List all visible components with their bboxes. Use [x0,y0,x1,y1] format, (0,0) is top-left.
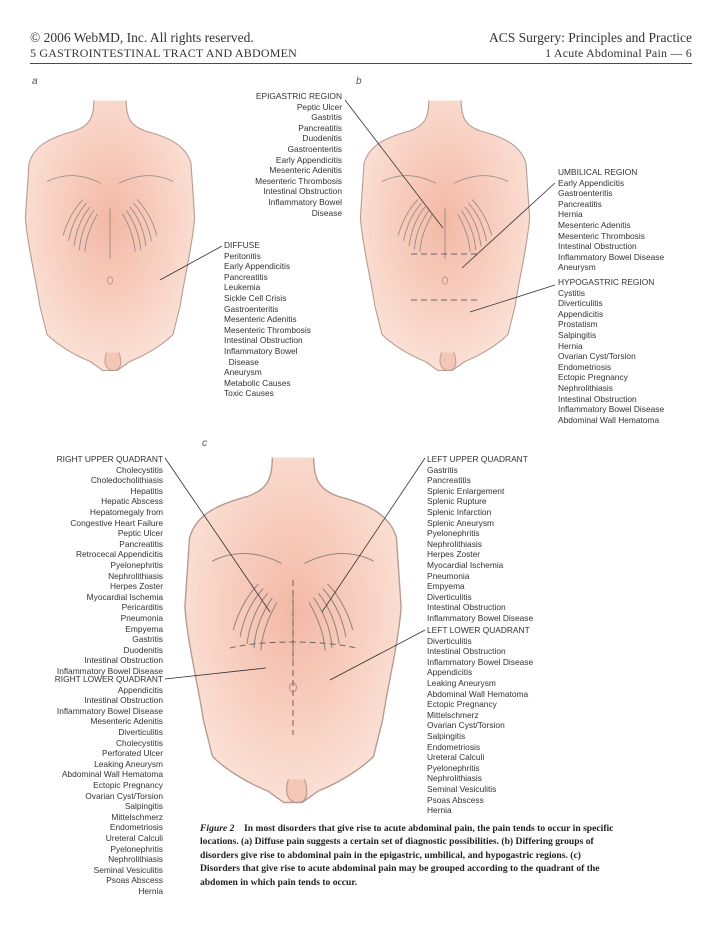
epigastric-heading: EPIGASTRIC REGION [255,91,342,101]
list-item: Salpingitis [427,730,466,741]
list-item: Duodenitis [123,644,163,655]
list-item: Gastritis [311,112,342,123]
list-item: Cholecystitis [115,737,163,748]
list-item: Mesenteric Adenitis [269,165,342,176]
list-item: Pancreatitis [427,475,471,486]
caption-text: In most disorders that give rise to acute abdominal pain, the pain tends to occur in specific locations. (a) Diffuse pain suggests a certain set of diagnostic possibilities. (b) Differing groups of disorders give rise to abdominal pain in the epigastric, umbilical, and hypogastric regions. (c) Disorders that give rise to acute abdominal pain may be grouped according to the quadrant of the abdomen in which pain tends to occur. [200,823,614,888]
list-item: Gastroenteritis [558,188,613,199]
diffuse-list [224,240,311,399]
list-item: Mesenteric Thrombosis [558,230,645,241]
luq-list [427,454,533,624]
list-item: Metabolic Causes [224,377,291,388]
list-item: Inflammatory Bowel [268,196,342,207]
list-item: Hepatic Abscess [101,496,163,507]
list-item: Nephrolithiasis [427,773,482,784]
list-item: Abdominal Wall Hematoma [61,769,163,780]
list-item: Early Appendicitis [275,154,342,165]
list-item: Seminal Vesiculitis [93,864,163,875]
list-item: Psoas Abscess [106,875,163,886]
copyright-text: © 2006 WebMD, Inc. All rights reserved. [30,30,254,45]
list-item: Diverticulitis [118,726,163,737]
list-item: Intestinal Obstruction [263,186,342,197]
list-item: Nephrolithiasis [108,854,163,865]
list-item: Sickle Cell Crisis [224,292,287,303]
list-item: Mesenteric Adenitis [558,219,631,230]
list-item: Appendicitis [558,308,604,319]
list-item: Empyema [427,581,465,592]
list-item: Cholecystitis [115,464,163,475]
list-item: Choledocholithiasis [90,475,163,486]
list-item: Mesenteric Adenitis [90,716,163,727]
ruq-heading: RIGHT UPPER QUADRANT [56,454,163,464]
list-item: Intestinal Obstruction [558,393,637,404]
list-item: Endometriosis [427,741,481,752]
list-item: Mittelschmerz [427,709,479,720]
llq-list [427,625,533,816]
list-item: Ureteral Calculi [427,752,485,763]
figure-label: Figure 2 [200,823,235,834]
list-item: Ectopic Pregnancy [93,779,163,790]
hypogastric-heading: HYPOGASTRIC REGION [558,277,655,287]
list-item: Inflammatory Bowel Disease [427,656,534,667]
list-item: Prostatism [558,319,598,330]
list-item: Nephrolithiasis [558,382,613,393]
list-item: Gastroenteritis [287,143,342,154]
list-item: Aneurysm [558,262,596,273]
ruq-list [57,454,163,676]
list-item: Empyema [125,623,163,634]
section-title: 5 GASTROINTESTINAL TRACT AND ABDOMEN [30,46,297,60]
list-item: Peptic Ulcer [117,528,163,539]
list-item: Mesenteric Thrombosis [255,175,342,186]
list-item: Appendicitis [427,667,473,678]
diffuse-heading: DIFFUSE [224,240,260,250]
figure-caption [200,822,620,889]
umbilical-heading: UMBILICAL REGION [558,167,638,177]
list-item: Inflammatory Bowel [224,345,298,356]
list-item: Ectopic Pregnancy [558,372,628,383]
list-item: Nephrolithiasis [108,570,163,581]
list-item: Peritonitis [224,250,261,261]
list-item: Retrocecal Appendicitis [75,549,163,560]
list-item: Ovarian Cyst/Torsion [427,720,505,731]
list-item: Intestinal Obstruction [224,335,303,346]
list-item: Seminal Vesiculitis [427,783,497,794]
list-item: Pyelonephritis [110,843,163,854]
list-item: Cystitis [558,287,585,298]
list-item: Intestinal Obstruction [84,695,163,706]
list-item: Hernia [427,805,452,816]
list-item: Disease [311,207,342,218]
list-item: Duodenitis [302,133,342,144]
list-item: Pyelonephritis [427,762,480,773]
list-item: Inflammatory Bowel Disease [558,251,665,262]
list-item: Pyelonephritis [110,559,163,570]
list-item: Gastroenteritis [224,303,279,314]
list-item: Ureteral Calculi [105,832,163,843]
list-item: Pancreatitis [558,198,602,209]
list-item: Pericarditis [121,602,163,613]
panel-c-letter: c [202,438,207,449]
list-item: Disease [224,356,259,367]
list-item: Intestinal Obstruction [84,655,163,666]
list-item: Intestinal Obstruction [558,241,637,252]
list-item: Leaking Aneurysm [94,758,163,769]
list-item: Inflammatory Bowel Disease [558,404,665,415]
list-item: Pancreatitis [224,271,268,282]
list-item: Gastritis [132,634,163,645]
list-item: Mesenteric Adenitis [224,314,297,325]
list-item: Ectopic Pregnancy [427,699,497,710]
list-item: Inflammatory Bowel Disease [56,665,163,676]
list-item: Splenic Aneurysm [427,517,495,528]
list-item: Early Appendicitis [224,261,291,272]
list-item: Hepatitis [130,485,163,496]
list-item: Diverticulitis [558,298,603,309]
list-item: Splenic Enlargement [427,485,505,496]
list-item: Leaking Aneurysm [427,677,496,688]
list-item: Ovarian Cyst/Torsion [85,790,163,801]
list-item: Herpes Zoster [109,581,163,592]
list-item: Pneumonia [427,570,470,581]
list-item: Salpingitis [124,801,163,812]
llq-heading: LEFT LOWER QUADRANT [427,625,530,635]
list-item: Pancreatitis [298,122,342,133]
rlq-heading: RIGHT LOWER QUADRANT [54,674,163,684]
list-item: Ovarian Cyst/Torsion [558,351,636,362]
list-item: Pancreatitis [119,538,163,549]
list-item: Inflammatory Bowel Disease [56,705,163,716]
list-item: Hernia [138,885,163,896]
list-item: Pyelonephritis [427,528,480,539]
list-item: Mittelschmerz [111,811,163,822]
list-item: Abdominal Wall Hematoma [427,688,529,699]
list-item: Congestive Heart Failure [70,517,163,528]
rlq-list [55,674,163,896]
list-item: Splenic Infarction [427,506,492,517]
chapter-title: 1 Acute Abdominal Pain — 6 [545,46,692,60]
list-item: Endometriosis [109,822,163,833]
list-item: Endometriosis [558,361,612,372]
list-item: Myocardial Ischemia [86,591,163,602]
list-item: Pneumonia [120,612,163,623]
list-item: Early Appendicitis [558,177,625,188]
list-item: Herpes Zoster [427,549,481,560]
book-title: ACS Surgery: Principles and Practice [489,30,692,45]
list-item: Inflammatory Bowel Disease [427,612,534,623]
panel-b-letter: b [356,76,362,87]
umbilical-list [558,167,664,273]
list-item: Abdominal Wall Hematoma [558,414,660,425]
list-item: Hepatomegaly from [89,506,163,517]
list-item: Intestinal Obstruction [427,602,506,613]
list-item: Intestinal Obstruction [427,646,506,657]
list-item: Psoas Abscess [427,794,484,805]
list-item: Salpingitis [558,329,597,340]
epigastric-list [255,91,342,218]
list-item: Leukemia [224,282,261,293]
list-item: Peptic Ulcer [296,101,342,112]
list-item: Perforated Ulcer [102,748,163,759]
list-item: Nephrolithiasis [427,538,482,549]
list-item: Appendicitis [117,684,163,695]
list-item: Aneurysm [224,367,262,378]
list-item: Mesenteric Thrombosis [224,324,311,335]
list-item: Myocardial Ischemia [427,559,504,570]
list-item: Hernia [558,209,583,220]
panel-a-letter: a [32,76,38,87]
list-item: Toxic Causes [224,388,274,399]
list-item: Gastritis [427,464,458,475]
list-item: Splenic Rupture [427,496,487,507]
list-item: Hernia [558,340,583,351]
luq-heading: LEFT UPPER QUADRANT [427,454,528,464]
hypogastric-list [558,277,664,425]
list-item: Diverticulitis [427,635,472,646]
list-item: Diverticulitis [427,591,472,602]
